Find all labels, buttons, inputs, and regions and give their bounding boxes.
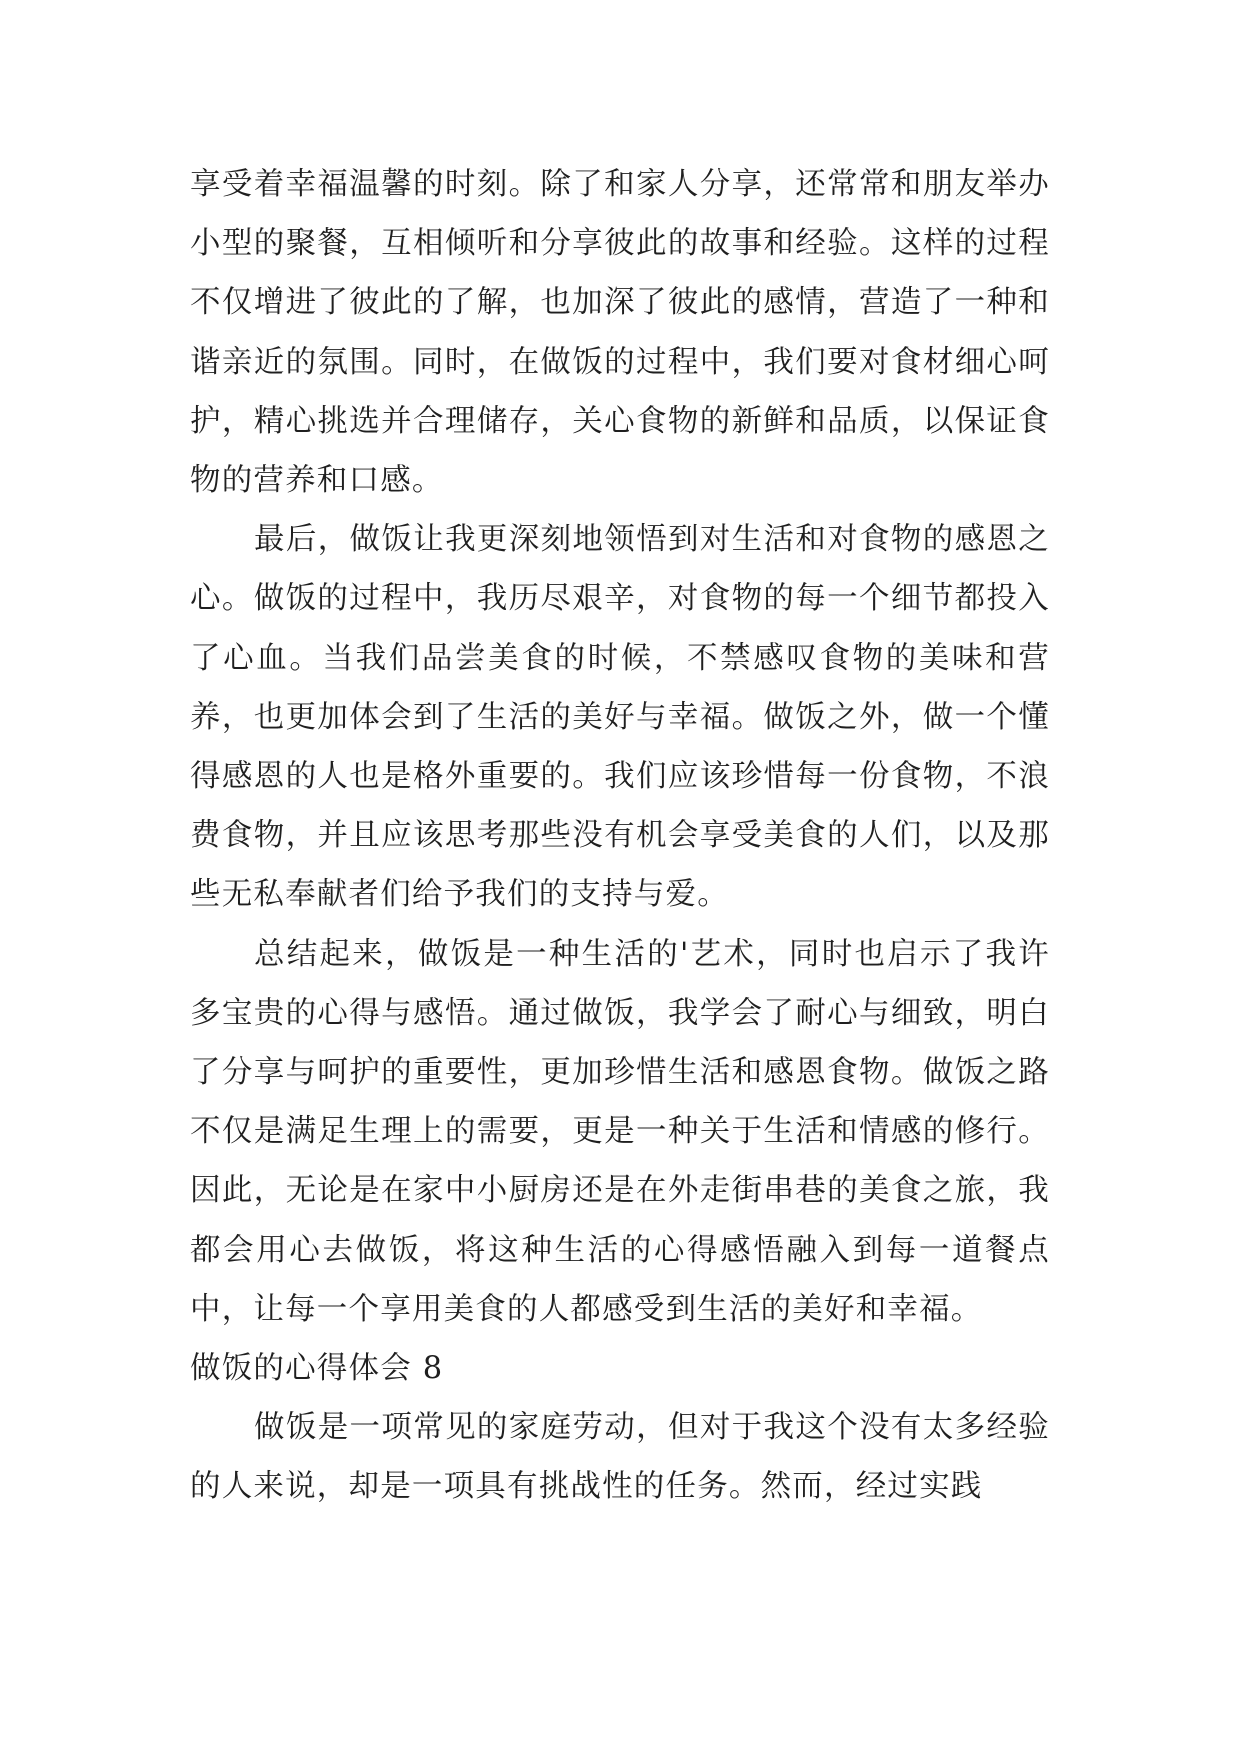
paragraph-new-section: 做饭是一项常见的家庭劳动，但对于我这个没有太多经验的人来说，却是一项具有挑战性的任务。然而，经过实践 bbox=[190, 1410, 1050, 1505]
paragraph-summary: 总结起来，做饭是一种生活的'艺术，同时也启示了我许多宝贵的心得与感悟。通过做饭，我学会了耐心与细致，明白了分享与呵护的重要性，更加珍惜生活和感恩食物。做饭之路不仅是满足生理上的需要，更是一种关于生活和情感的修行。因此，无论是在家中小厨房还是在外走街串巷的美食之旅，我都会用心去做饭，将这种生活的心得感悟融入到每一道餐点中，让每一个享用美食的人都感受到生活的美好和幸福。 bbox=[190, 936, 1050, 1327]
document-body bbox=[190, 155, 1050, 1517]
paragraph-gratitude: 最后，做饭让我更深刻地领悟到对生活和对食物的感恩之心。做饭的过程中，我历尽艰辛，对食物的每一个细节都投入了心血。当我们品尝美食的时候，不禁感叹食物的美味和营养，也更加体会到了生活的美好与幸福。做饭之外，做一个懂得感恩的人也是格外重要的。我们应该珍惜每一份食物，不浪费食物，并且应该思考那些没有机会享受美食的人们，以及那些无私奉献者们给予我们的支持与爱。 bbox=[190, 522, 1050, 913]
paragraph-continued: 享受着幸福温馨的时刻。除了和家人分享，还常常和朋友举办小型的聚餐，互相倾听和分享彼此的故事和经验。这样的过程不仅增进了彼此的了解，也加深了彼此的感情，营造了一种和谐亲近的氛围。同时，在做饭的过程中，我们要对食材细心呵护，精心挑选并合理储存，关心食物的新鲜和品质，以保证食物的营养和口感。 bbox=[190, 167, 1050, 499]
section-heading: 做饭的心得体会 8 bbox=[190, 1351, 444, 1387]
